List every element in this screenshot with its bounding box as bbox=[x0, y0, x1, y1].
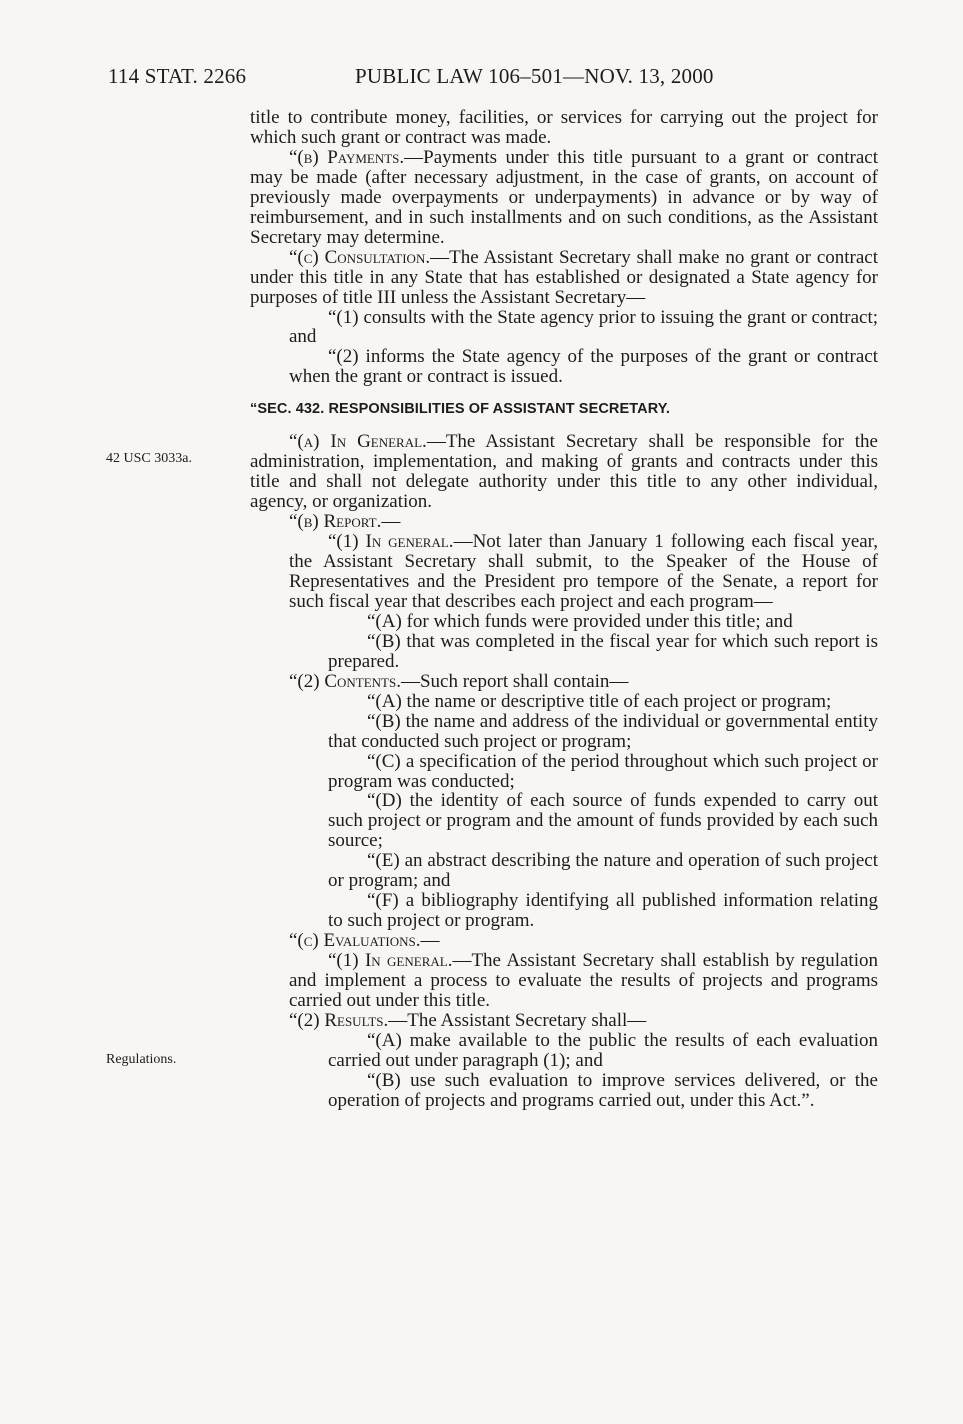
paragraph bbox=[250, 532, 878, 612]
paragraph-heading: “(2) Results. bbox=[289, 1009, 389, 1031]
paragraph bbox=[250, 512, 878, 532]
paragraph-text: —The Assistant Secretary shall establish by regulation and implement a process to evaluate the results of projects and programs carried out under this title. bbox=[289, 950, 878, 1011]
paragraph-heading: “(b) Payments. bbox=[289, 146, 405, 168]
paragraph-heading: “(2) Contents. bbox=[289, 670, 401, 692]
paragraph-heading: “(c) Consultation. bbox=[289, 246, 431, 268]
paragraph: “(A) make available to the public the results of each evaluation carried out under paragraph (1); and bbox=[328, 1029, 878, 1071]
paragraph-text: —The Assistant Secretary shall make no grant or contract under this title in any State that has established or designated a State agency for purposes of title III unless the Assistant Secretary— bbox=[250, 246, 879, 308]
paragraph bbox=[250, 1011, 878, 1031]
paragraph bbox=[250, 672, 878, 692]
paragraph-heading: “(1) In general. bbox=[328, 531, 454, 553]
paragraph: “(D) the identity of each source of funds expended to carry out such project or program and the amount of funds provided by each such source; bbox=[328, 790, 878, 852]
paragraph: “(F) a bibliography identifying all published information relating to such project or program. bbox=[328, 890, 878, 932]
paragraph-text: —The Assistant Secretary shall be responsible for the administration, implementation, and making of grants and contracts under this title and shall not delegate authority under this title to any other individual, agency, or organization. bbox=[250, 431, 878, 513]
paragraph: “(1) consults with the State agency prior to issuing the grant or contract; and bbox=[289, 306, 878, 348]
paragraph bbox=[250, 931, 878, 951]
paragraph: “(B) that was completed in the fiscal year for which such report is prepared. bbox=[328, 630, 878, 672]
paragraph-text: —The Assistant Secretary shall— bbox=[388, 1009, 647, 1031]
paragraph: “(B) the name and address of the individual or governmental entity that conducted such project or program; bbox=[328, 710, 878, 752]
section-heading: “SEC. 432. RESPONSIBILITIES OF ASSISTANT SECRETARY. bbox=[250, 401, 671, 418]
paragraph: “(A) the name or descriptive title of each project or program; bbox=[367, 690, 832, 712]
paragraph bbox=[250, 951, 878, 1011]
paragraph-heading: “(c) Evaluations. bbox=[289, 930, 421, 952]
paragraph: title to contribute money, facilities, or services for carrying out the project for which such grant or contract was made. bbox=[250, 107, 878, 148]
paragraph bbox=[250, 148, 878, 248]
paragraph-text: —Not later than January 1 following each fiscal year, the Assistant Secretary shall submit, to the Speaker of the House of Representatives and the President pro tempore of the Senate, a report for such fiscal year that describes each project and each program— bbox=[289, 531, 878, 612]
paragraph-text: — bbox=[420, 930, 440, 952]
paragraph-heading: “(b) Report. bbox=[289, 511, 382, 533]
paragraph bbox=[250, 432, 878, 512]
paragraph-heading: “(a) In General. bbox=[289, 431, 427, 453]
paragraph: “(E) an abstract describing the nature and operation of such project or program; and bbox=[328, 850, 878, 892]
paragraph-text: —Such report shall contain— bbox=[400, 670, 629, 692]
paragraph-text: — bbox=[381, 511, 401, 533]
margin-note-regulations: Regulations. bbox=[106, 1052, 177, 1067]
page-stat-number: 114 STAT. 2266 bbox=[108, 64, 247, 88]
paragraph: “(B) use such evaluation to improve services delivered, or the operation of projects and programs carried out, under this Act.”. bbox=[328, 1069, 878, 1111]
running-head: PUBLIC LAW 106–501—NOV. 13, 2000 bbox=[355, 64, 714, 88]
body-text bbox=[250, 108, 878, 1111]
paragraph bbox=[250, 248, 878, 308]
paragraph: “(2) informs the State agency of the purposes of the grant or contract when the grant or contract is issued. bbox=[289, 346, 878, 388]
margin-note-usc: 42 USC 3033a. bbox=[106, 451, 192, 466]
paragraph-text: —Payments under this title pursuant to a grant or contract may be made (after necessary adjustment, in the case of grants, on account of previously made overpayments or underpayments) in advance or by way of reimbursement, and in such installments and on such conditions, as the Assistant Secretary may determine. bbox=[250, 146, 879, 248]
paragraph: “(C) a specification of the period throughout which such project or program was conducted; bbox=[328, 750, 878, 792]
paragraph-heading: “(1) In general. bbox=[328, 950, 453, 972]
paragraph: “(A) for which funds were provided under this title; and bbox=[367, 610, 793, 632]
